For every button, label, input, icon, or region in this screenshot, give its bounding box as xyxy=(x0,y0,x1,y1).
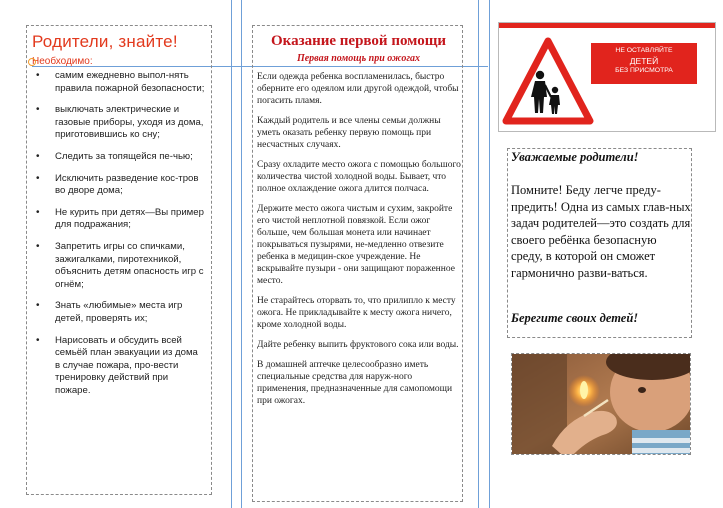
panel-heading: Уважаемые родители! xyxy=(511,150,639,164)
notice-label: НЕ ОСТАВЛЯЙТЕ ДЕТЕЙ БЕЗ ПРИСМОТРА xyxy=(591,43,697,84)
panel-title: Родители, знайте! xyxy=(32,32,178,51)
closing-line: Берегите своих детей! xyxy=(511,311,639,325)
child-with-match-photo xyxy=(511,353,691,455)
paragraph: Каждый родитель и все члены семьи должны уметь оказать ребенку первую помощь при несчастных случаях. xyxy=(257,116,441,150)
paragraph: Не старайтесь оторвать то, что прилипло к месту ожога. Не прикладывайте к месту ожога ничего, кроме холодной воды. xyxy=(257,296,456,330)
guide-line xyxy=(241,0,242,508)
guide-line xyxy=(489,0,490,508)
paragraph: В домашней аптечке целесообразно иметь специальные средства для наруж-ного применения, предназначенные для самопомощи при ожогах. xyxy=(257,360,453,406)
paragraph: Держите место ожога чистым и сухим, закройте его чистой неплотной повязкой. Если ожог больше, чем большая монета или начинает покрываться пузырями, не-медленно отвезите ребенка в медицин-ское учреждение. Не вскрывайте пузыри - они защищают пораженное место. xyxy=(257,204,455,286)
paragraph: Дайте ребенку выпить фруктового сока или воды. xyxy=(257,340,459,350)
rules-list xyxy=(27,70,213,406)
paragraph: Если одежда ребенка воспламенилась, быстро оберните его одеялом или другой одеждой, чтобы погасить пламя. xyxy=(257,72,459,106)
child-with-match-illustration xyxy=(512,354,691,455)
panel-subtitle: Необходимо: xyxy=(32,56,93,67)
guide-line xyxy=(478,0,479,508)
list-item: • Запретить игры со спичками, зажигалками, пиротехникой, объяснить детям опасность игр с огнём; xyxy=(27,241,213,291)
red-band xyxy=(499,23,715,28)
anchor-marker[interactable] xyxy=(28,58,36,66)
list-item: • Исключить разведение кос-тров во дворе дома; xyxy=(27,173,213,198)
list-item: • Не курить при детях—Вы пример для подражания; xyxy=(27,207,213,232)
paragraph: Сразу охладите место ожога с помощью большого количества чистой холодной воды. Бывает, что полное охлаждение ожога длится полчаса. xyxy=(257,160,461,194)
list-item: • Следить за топящейся пе-чью; xyxy=(27,151,213,164)
panel-title: Оказание первой помощи xyxy=(270,33,447,49)
parents-know-panel xyxy=(26,25,212,495)
first-aid-text xyxy=(257,71,462,415)
guide-line xyxy=(231,0,232,508)
panel-body: Помните! Беду легче преду-предить! Одна из самых глав-ных задач родителей—это создать для своего ребёнка безопасную среду, в которой он сможет гармонично разви-ваться. xyxy=(511,183,691,280)
list-item: • выключать электрические и газовые приборы, уходя из дома, приготовившись ко сну; xyxy=(27,104,213,142)
list-item: • Нарисовать и обсудить всей семьёй план эвакуации из дома в случае пожара, про-вести тренировку действий при пожаре. xyxy=(27,335,213,398)
warning-triangle-icon xyxy=(502,35,594,127)
list-item: • Знать «любимые» места игр детей, проверять их; xyxy=(27,300,213,325)
panel-subtitle: Первая помощь при ожогах xyxy=(296,53,421,64)
dear-parents-panel xyxy=(507,148,692,338)
first-aid-panel xyxy=(252,25,463,502)
list-item: • самим ежедневно выпол-нять правила пожарной безопасности; xyxy=(27,70,213,95)
warning-sign-image xyxy=(498,22,716,132)
